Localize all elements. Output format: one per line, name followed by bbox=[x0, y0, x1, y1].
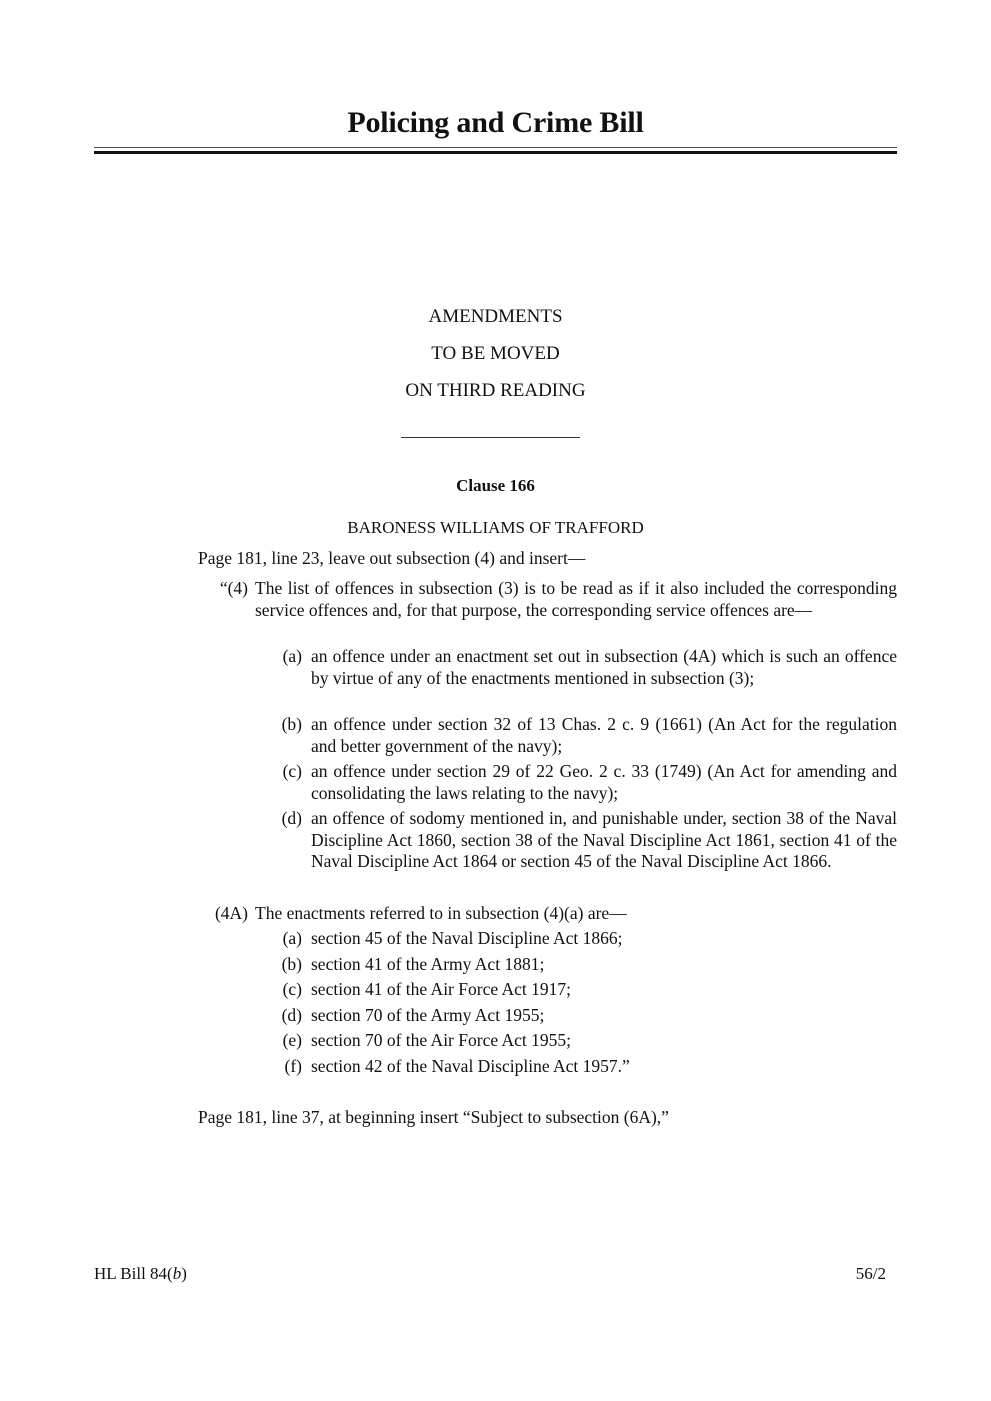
heading-line-3: ON THIRD READING bbox=[405, 380, 586, 401]
amendment-instruction-2: Page 181, line 37, at beginning insert “Subject to subsection (6A),” bbox=[198, 1107, 669, 1127]
para-4b-label: (b) bbox=[281, 714, 302, 734]
subsection-4-label: “(4) bbox=[219, 578, 248, 598]
subsection-4A-label: (4A) bbox=[214, 903, 248, 923]
para-4Af-text: section 42 of the Naval Discipline Act 1957.” bbox=[311, 1056, 630, 1076]
para-4c-text: an offence under section 29 of 22 Geo. 2 c. 33 (1749) (An Act for amending and consolidating the laws relating to the navy); bbox=[311, 761, 897, 803]
para-4Ac-label: (c) bbox=[282, 979, 302, 999]
para-4d-label: (d) bbox=[281, 808, 302, 828]
para-4d-text: an offence of sodomy mentioned in, and punishable under, section 38 of the Naval Discipline Act 1860, section 38 of the Naval Discipline Act 1861, section 41 of the Naval Discipline Act 1864 or section 45 of the Naval Discipline Act 1866. bbox=[311, 808, 897, 871]
bill-number-prefix: HL Bill 84( bbox=[94, 1264, 173, 1283]
page-reference: 56/2 bbox=[855, 1264, 886, 1283]
bill-number-print: b bbox=[172, 1264, 182, 1283]
para-4c-label: (c) bbox=[282, 761, 302, 781]
para-4Ac-text: section 41 of the Air Force Act 1917; bbox=[311, 979, 572, 999]
para-4Aa-label: (a) bbox=[282, 928, 302, 948]
title-rule-thin bbox=[94, 147, 897, 148]
amendment-sponsor: BARONESS WILLIAMS OF TRAFFORD bbox=[347, 518, 644, 537]
heading-line-1: AMENDMENTS bbox=[428, 306, 563, 327]
para-4Af-label: (f) bbox=[284, 1056, 302, 1076]
document-title: Policing and Crime Bill bbox=[347, 106, 644, 139]
para-4Ad-text: section 70 of the Army Act 1955; bbox=[311, 1005, 545, 1025]
para-4Aa-text: section 45 of the Naval Discipline Act 1866; bbox=[311, 928, 623, 948]
para-4Ae-label: (e) bbox=[282, 1030, 302, 1050]
clause-title: Clause 166 bbox=[456, 476, 535, 495]
bill-number-suffix: ) bbox=[181, 1264, 187, 1283]
para-4b-text: an offence under section 32 of 13 Chas. 2 c. 9 (1661) (An Act for the regulation and better government of the navy); bbox=[311, 714, 897, 756]
para-4Ab-text: section 41 of the Army Act 1881; bbox=[311, 954, 545, 974]
para-4a-label: (a) bbox=[282, 646, 302, 666]
bill-number bbox=[94, 1264, 187, 1284]
para-4a-text: an offence under an enactment set out in subsection (4A) which is such an offence by virtue of any of the enactments mentioned in subsection (3); bbox=[311, 646, 897, 688]
subsection-4A-text: The enactments referred to in subsection (4)(a) are— bbox=[255, 903, 627, 923]
para-4Ab-label: (b) bbox=[281, 954, 302, 974]
title-rule-thick bbox=[94, 151, 897, 154]
heading-line-2: TO BE MOVED bbox=[431, 343, 560, 364]
heading-divider bbox=[401, 437, 580, 438]
amendment-instruction-1: Page 181, line 23, leave out subsection (4) and insert— bbox=[198, 548, 586, 568]
subsection-4-text: The list of offences in subsection (3) is to be read as if it also included the corresponding service offences and, for that purpose, the corresponding service offences are— bbox=[255, 578, 897, 620]
para-4Ad-label: (d) bbox=[281, 1005, 302, 1025]
para-4Ae-text: section 70 of the Air Force Act 1955; bbox=[311, 1030, 572, 1050]
